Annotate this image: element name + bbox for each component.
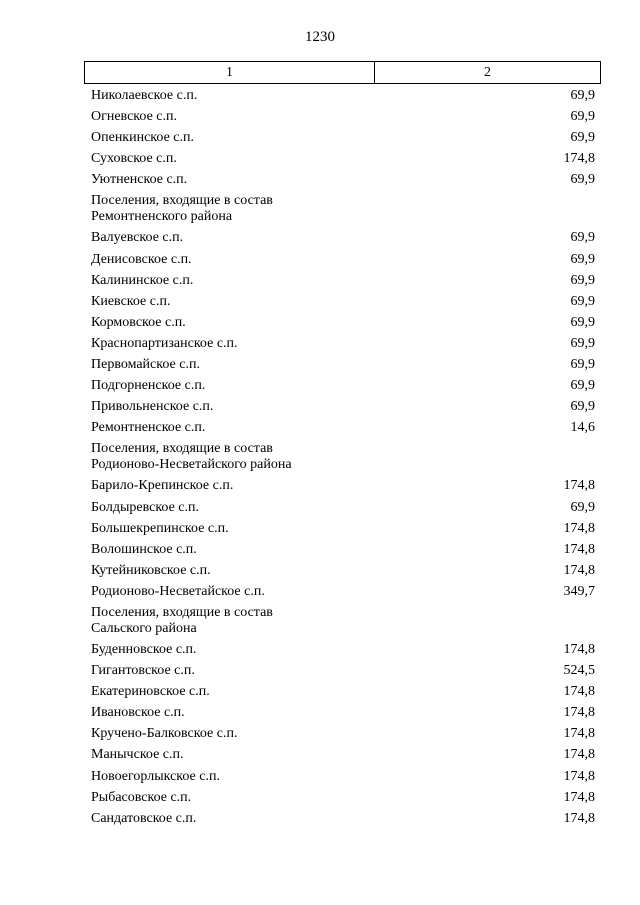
table-row (91, 519, 595, 540)
settlement-value: 174,8 (563, 151, 595, 167)
settlement-value: 174,8 (563, 684, 595, 700)
settlement-name: Волошинское с.п. (91, 541, 197, 557)
table-row (91, 682, 595, 703)
settlement-name: Рыбасовское с.п. (91, 789, 192, 805)
settlement-name: Первомайское с.п. (91, 357, 200, 373)
settlement-name: Калининское с.п. (91, 272, 194, 288)
table-row (91, 809, 595, 830)
table-row (91, 397, 595, 418)
table-row (91, 334, 595, 355)
column-header-2: 2 (484, 64, 491, 80)
table-row (91, 271, 595, 292)
settlement-name: Гигантовское с.п. (91, 663, 195, 679)
settlement-name: Ремонтненское с.п. (91, 420, 206, 436)
table-row (91, 107, 595, 128)
settlement-name: Подгорненское с.п. (91, 378, 206, 394)
settlement-value: 69,9 (570, 499, 595, 515)
group-heading-line: Сальского района (91, 620, 197, 636)
table-body (91, 86, 595, 830)
settlement-value: 174,8 (563, 541, 595, 557)
table-row (91, 476, 595, 497)
group-heading-line: Поселения, входящие в состав (91, 441, 273, 457)
table-row (91, 661, 595, 682)
settlement-value: 69,9 (570, 272, 595, 288)
settlement-value: 174,8 (563, 789, 595, 805)
settlement-value: 174,8 (563, 747, 595, 763)
settlement-value: 69,9 (570, 378, 595, 394)
table-row (91, 149, 595, 170)
table-row (91, 561, 595, 582)
group-heading-line: Родионово-Несветайского района (91, 457, 292, 473)
settlement-value: 174,8 (563, 562, 595, 578)
group-heading (91, 439, 595, 476)
table-row (91, 767, 595, 788)
settlement-value: 349,7 (563, 583, 595, 599)
table-row (91, 228, 595, 249)
settlement-value: 69,9 (570, 399, 595, 415)
settlement-value: 174,8 (563, 520, 595, 536)
page-number: 1230 (305, 29, 335, 45)
table-row (91, 376, 595, 397)
settlement-name: Кручено-Балковское с.п. (91, 726, 238, 742)
table-row (91, 313, 595, 334)
table-row (91, 128, 595, 149)
table-row (91, 540, 595, 561)
settlement-value: 174,8 (563, 810, 595, 826)
settlement-name: Денисовское с.п. (91, 251, 192, 267)
table-row (91, 498, 595, 519)
settlement-value: 69,9 (570, 109, 595, 125)
settlement-name: Кутейниковское с.п. (91, 562, 211, 578)
settlement-name: Киевское с.п. (91, 293, 171, 309)
settlement-value: 14,6 (570, 420, 595, 436)
table-row (91, 86, 595, 107)
settlement-value: 69,9 (570, 293, 595, 309)
settlement-name: Валуевское с.п. (91, 230, 184, 246)
group-heading-line: Ремонтненского района (91, 209, 233, 225)
settlement-name: Огневское с.п. (91, 109, 177, 125)
settlement-name: Родионово-Несветайское с.п. (91, 583, 265, 599)
group-heading-line: Поселения, входящие в состав (91, 193, 273, 209)
table-row (91, 292, 595, 313)
settlement-name: Новоегорлыкское с.п. (91, 768, 220, 784)
settlement-name: Опенкинское с.п. (91, 130, 194, 146)
settlement-name: Николаевское с.п. (91, 88, 198, 103)
settlement-name: Краснопартизанское с.п. (91, 335, 238, 351)
settlement-name: Сандатовское с.п. (91, 810, 197, 826)
settlement-name: Манычское с.п. (91, 747, 184, 763)
settlement-name: Привольненское с.п. (91, 399, 214, 415)
settlement-value: 174,8 (563, 768, 595, 784)
settlement-value: 174,8 (563, 705, 595, 721)
table-header (84, 61, 601, 84)
settlement-value: 69,9 (570, 357, 595, 373)
settlement-value: 174,8 (563, 726, 595, 742)
table-row (91, 745, 595, 766)
table-row (91, 355, 595, 376)
settlement-name: Буденновское с.п. (91, 641, 197, 657)
settlement-value: 174,8 (563, 641, 595, 657)
group-heading (91, 603, 595, 640)
settlement-value: 69,9 (570, 314, 595, 330)
settlement-name: Кормовское с.п. (91, 314, 186, 330)
settlement-value: 69,9 (570, 88, 595, 103)
table-row (91, 788, 595, 809)
settlement-name: Суховское с.п. (91, 151, 177, 167)
settlement-value: 69,9 (570, 251, 595, 267)
table-row (91, 170, 595, 191)
group-heading-line: Поселения, входящие в состав (91, 604, 273, 620)
settlement-name: Большекрепинское с.п. (91, 520, 229, 536)
settlement-name: Уютненское с.п. (91, 172, 188, 188)
table-row (91, 724, 595, 745)
table-row (91, 250, 595, 271)
settlement-name: Болдыревское с.п. (91, 499, 200, 515)
column-header-1: 1 (85, 62, 375, 83)
table-row (91, 582, 595, 603)
group-heading (91, 191, 595, 228)
settlement-value: 524,5 (563, 663, 595, 679)
settlement-value: 69,9 (570, 230, 595, 246)
table-row (91, 418, 595, 439)
settlement-value: 69,9 (570, 172, 595, 188)
table-row (91, 640, 595, 661)
table-row (91, 703, 595, 724)
settlement-value: 69,9 (570, 130, 595, 146)
settlement-name: Екатериновское с.п. (91, 684, 210, 700)
settlement-value: 69,9 (570, 335, 595, 351)
settlement-value: 174,8 (563, 478, 595, 494)
settlement-name: Барило-Крепинское с.п. (91, 478, 234, 494)
settlement-name: Ивановское с.п. (91, 705, 185, 721)
